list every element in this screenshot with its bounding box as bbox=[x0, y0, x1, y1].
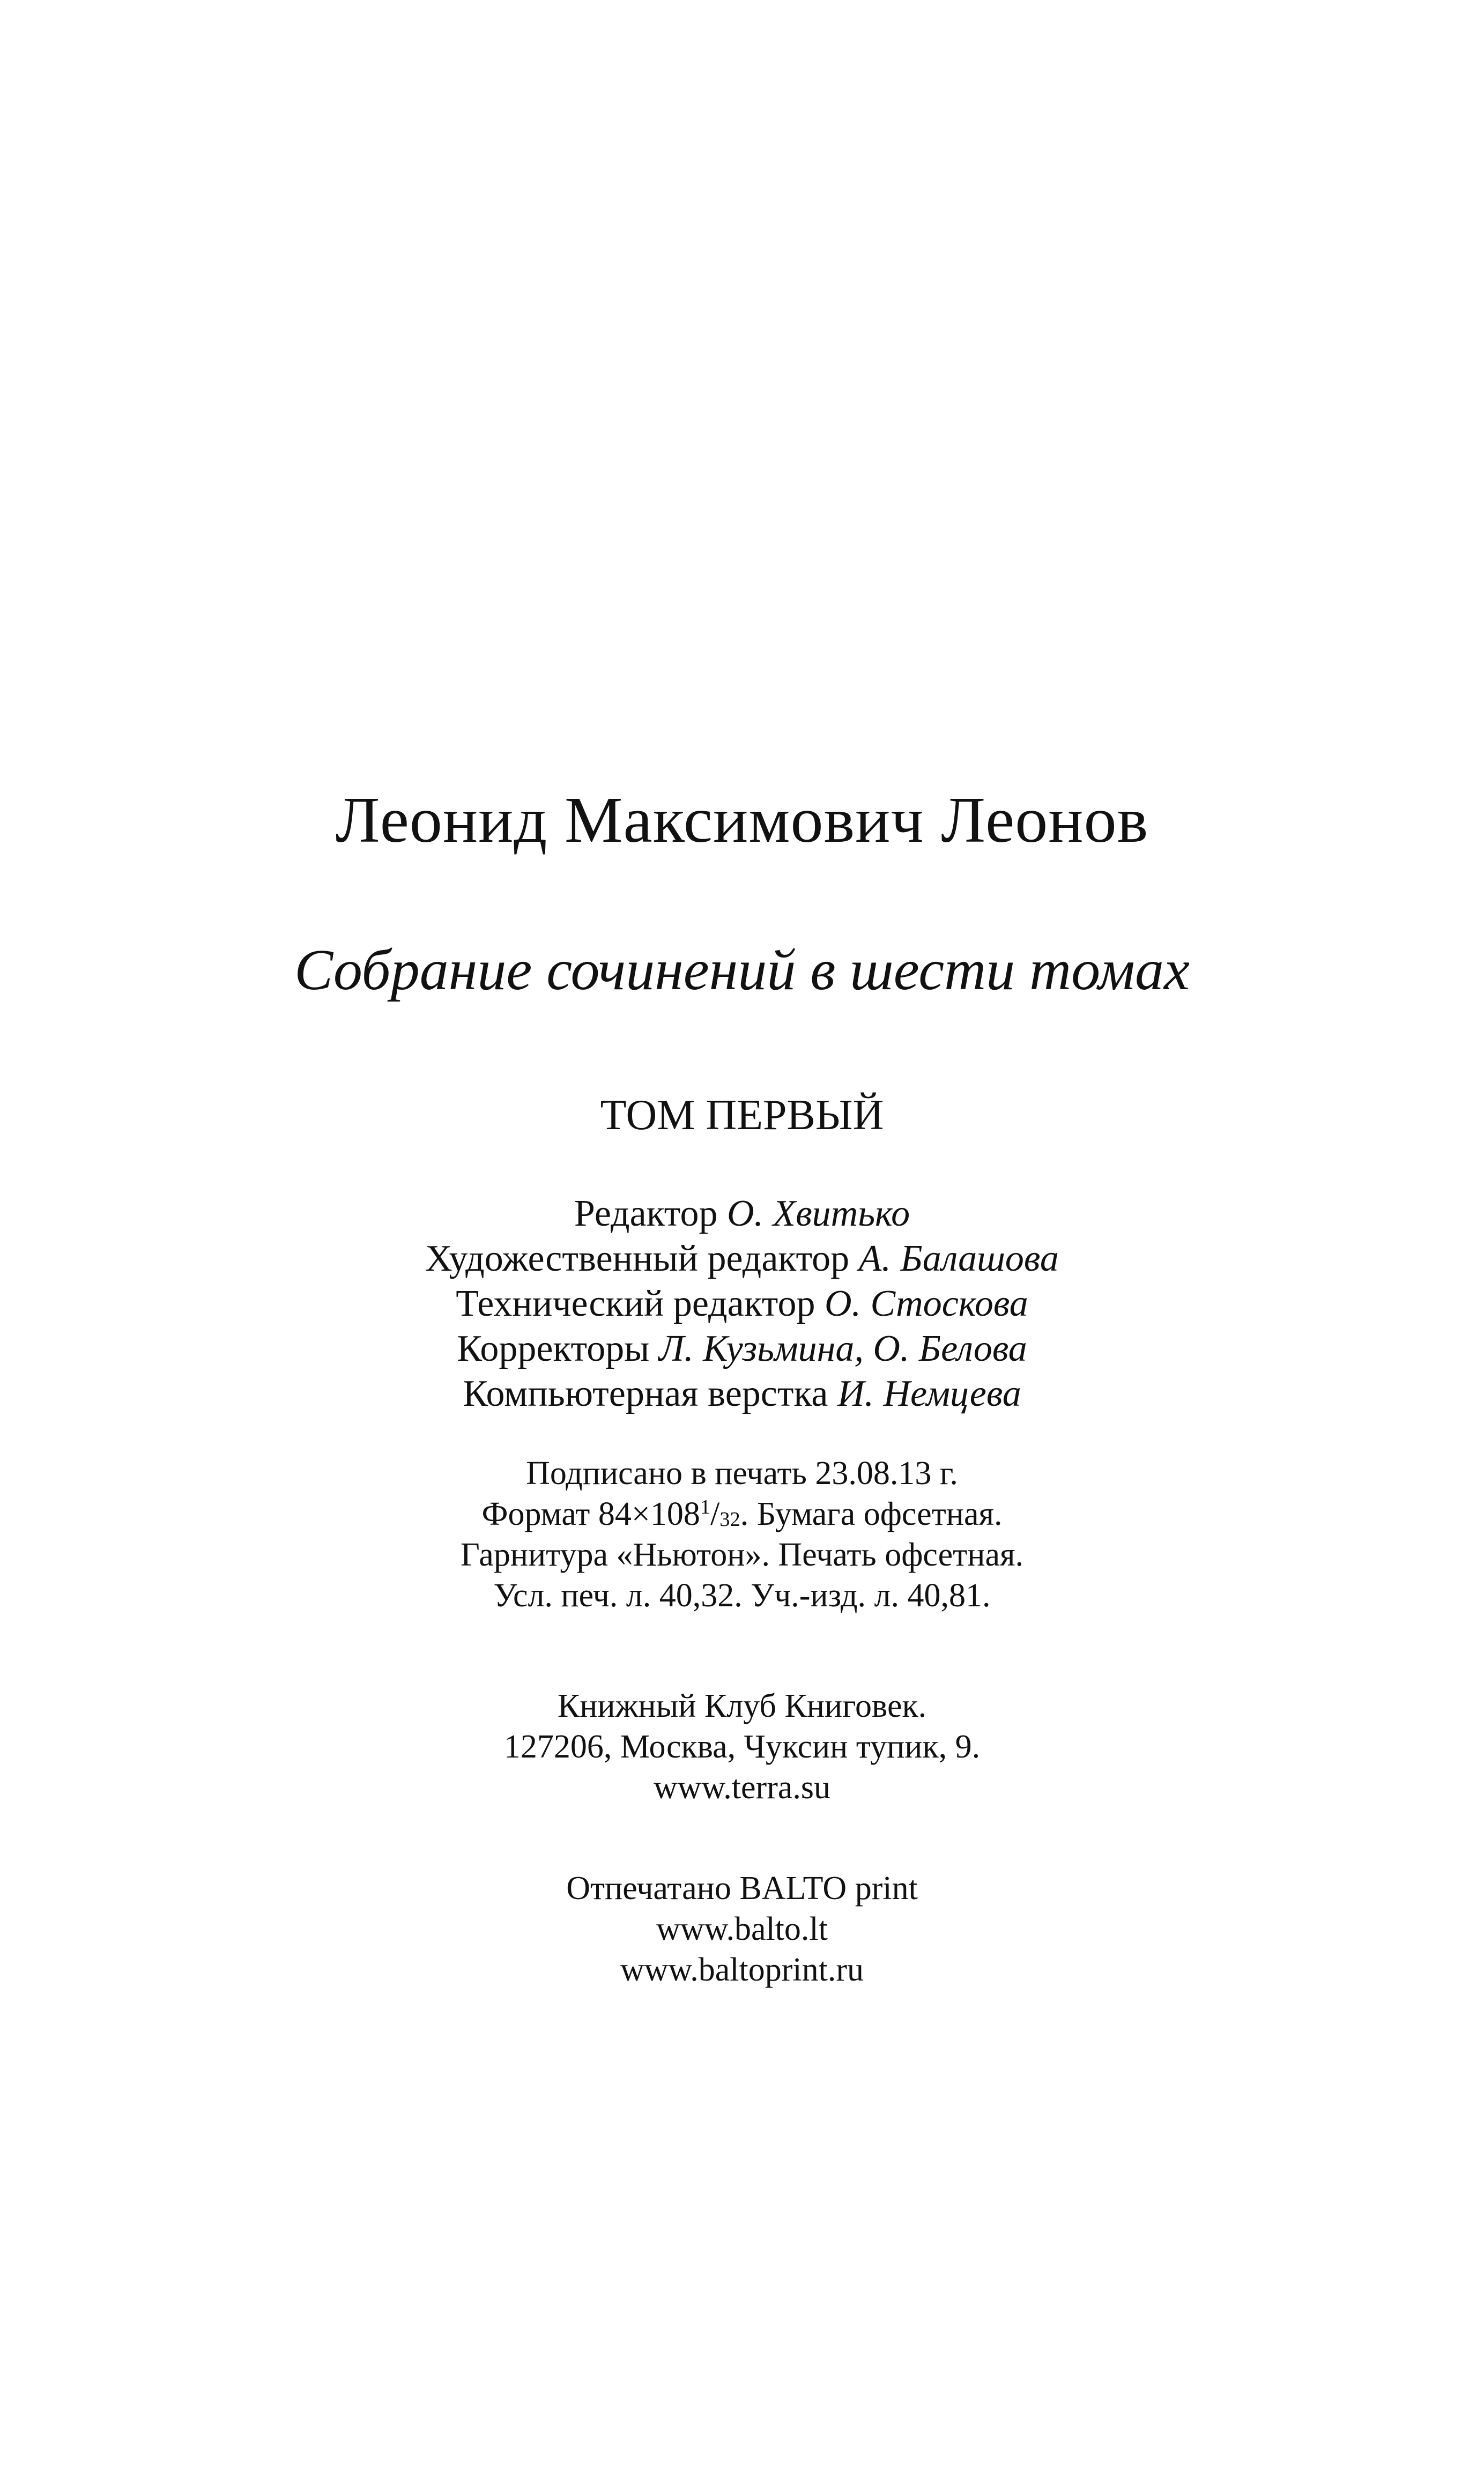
credit-technical-editor: Технический редактор О. Стоскова bbox=[456, 1283, 1028, 1324]
publisher-address: 127206, Москва, Чуксин тупик, 9. bbox=[503, 1729, 981, 1765]
credit-art-editor: Художественный редактор А. Балашова bbox=[425, 1238, 1059, 1279]
imprint-block bbox=[0, 1453, 1484, 1616]
publisher-block bbox=[0, 1686, 1484, 1808]
imprint-format: Формат $84\times 108^1/_{32}$. Бумага офсетная. bbox=[481, 1495, 1003, 1532]
credit-editor: Редактор О. Хвитько bbox=[574, 1193, 910, 1234]
imprint-sheets: Усл. печ. л. 40,32. Уч.-изд. л. 40,81. bbox=[493, 1577, 991, 1614]
printer-website-2: www.baltoprint.ru bbox=[620, 1952, 864, 1988]
volume-label: ТОМ ПЕРВЫЙ bbox=[600, 1092, 884, 1139]
publisher-website: www.terra.su bbox=[654, 1769, 830, 1806]
credit-proofreaders: Корректоры Л. Кузьмина, О. Белова bbox=[457, 1328, 1027, 1369]
publisher-name: Книжный Клуб Книговек. bbox=[557, 1688, 927, 1724]
imprint-signed: Подписано в печать 23.08.13 г. bbox=[526, 1455, 958, 1492]
series-title: Собрание сочинений в шести томах bbox=[294, 938, 1190, 1002]
printer-name: Отпечатано BALTO print bbox=[566, 1870, 918, 1907]
author-name: Леонид Максимович Леонов bbox=[335, 784, 1149, 856]
credits-list bbox=[0, 1191, 1484, 1417]
printer-block bbox=[0, 1868, 1484, 1990]
credit-layout: Компьютерная верстка И. Немцева bbox=[463, 1373, 1021, 1414]
printer-website-1: www.balto.lt bbox=[656, 1911, 828, 1947]
imprint-typeface: Гарнитура «Ньютон». Печать офсетная. bbox=[461, 1537, 1023, 1573]
